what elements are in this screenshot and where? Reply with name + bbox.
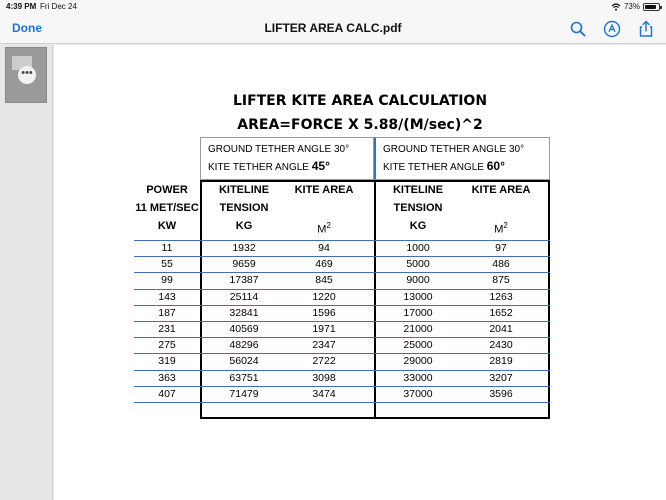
battery-icon <box>643 3 660 11</box>
angle-value-45: 45° <box>311 159 330 173</box>
angle-value-60: 60° <box>486 159 505 173</box>
header-power: POWER <box>146 184 188 196</box>
config-60-line2: KITE TETHER ANGLE 60° <box>383 159 505 173</box>
thumbnail-sidebar <box>0 45 53 500</box>
table-cell-kw: 407 <box>158 387 176 400</box>
table-cell-a60: 486 <box>492 258 510 271</box>
wifi-icon <box>611 3 621 11</box>
table-cell-t60: 29000 <box>403 355 433 368</box>
done-button[interactable]: Done <box>12 21 42 35</box>
table-cell-a60: 2041 <box>489 323 513 335</box>
header-kg-60: KG <box>409 220 427 232</box>
header-kg-45: KG <box>235 220 253 232</box>
table-cell-t45: 9659 <box>232 258 256 271</box>
table-cell-t60: 33000 <box>403 371 433 384</box>
table-cell-t45: 17387 <box>229 274 259 287</box>
table-cell-a45: 3098 <box>312 371 336 384</box>
table-cell-t45: 56024 <box>229 355 259 368</box>
table-cell-kw: 231 <box>158 323 176 335</box>
status-right <box>611 2 660 11</box>
share-icon[interactable] <box>636 19 656 39</box>
status-bar <box>0 0 666 14</box>
table-cell-a60: 2430 <box>489 339 513 352</box>
table-cell-t45: 1932 <box>232 242 256 254</box>
pdf-page <box>54 45 666 500</box>
page-thumbnail[interactable] <box>5 47 47 103</box>
search-icon[interactable] <box>568 19 588 39</box>
table-cell-a45: 2722 <box>312 355 336 368</box>
header-tension-60: TENSION <box>393 202 443 214</box>
header-m2-45: $M^2$ <box>317 221 331 236</box>
table-cell-t45: 40569 <box>229 323 259 335</box>
table-cell-a45: 3474 <box>312 387 336 400</box>
table-cell-t60: 5000 <box>406 258 430 271</box>
table-rule <box>134 402 550 403</box>
table-cell-t60: 21000 <box>403 323 433 335</box>
header-kiteline-45: KITELINE <box>218 184 270 196</box>
doc-heading-formula: AREA=FORCE X 5.88/(M/sec)^2 <box>237 117 483 133</box>
table-cell-t60: 9000 <box>406 274 430 287</box>
document-title: LIFTER AREA CALC.pdf <box>264 21 402 35</box>
table-cell-a60: 1652 <box>489 306 513 319</box>
header-m2-60: $M^2$ <box>494 221 508 236</box>
table-cell-t45: 63751 <box>229 371 259 384</box>
table-cell-kw: 11 <box>161 242 173 254</box>
table-cell-a60: 875 <box>492 274 510 287</box>
table-cell-t60: 17000 <box>403 306 433 319</box>
table-cell-a45: 1220 <box>312 290 336 303</box>
config-box-45 <box>200 137 374 180</box>
table-cell-kw: 275 <box>158 339 176 352</box>
table-cell-a60: 3207 <box>489 371 513 384</box>
markup-icon[interactable] <box>602 19 622 39</box>
status-time: 4:39 PM <box>6 2 37 11</box>
config-45-line2: KITE TETHER ANGLE 45° <box>208 159 330 173</box>
header-speed: 11 MET/SEC <box>135 202 199 214</box>
table-cell-a45: 2347 <box>312 339 336 352</box>
header-kw: KW <box>157 220 177 232</box>
table-cell-a60: 97 <box>495 242 507 254</box>
table-cell-kw: 99 <box>161 274 173 287</box>
nav-bar <box>0 14 666 44</box>
table-cell-a45: 1596 <box>312 306 336 319</box>
table-cell-kw: 319 <box>158 355 176 368</box>
battery-percent: 73% <box>623 2 640 11</box>
table-cell-a60: 1263 <box>489 290 513 303</box>
table-cell-t45: 48296 <box>229 339 259 352</box>
table-cell-t60: 1000 <box>406 242 430 254</box>
table-cell-a45: 845 <box>315 274 333 287</box>
table-cell-kw: 143 <box>158 290 176 303</box>
header-kitearea-45: KITE AREA <box>294 184 354 196</box>
table-cell-a60: 3596 <box>489 387 513 400</box>
header-kiteline-60: KITELINE <box>392 184 444 196</box>
table-cell-a60: 2819 <box>489 355 513 368</box>
table-cell-t60: 25000 <box>403 339 433 352</box>
table-cell-t45: 71479 <box>229 387 259 400</box>
table-cell-a45: 1971 <box>312 323 336 335</box>
header-tension-45: TENSION <box>219 202 269 214</box>
table-cell-t60: 37000 <box>403 387 433 400</box>
doc-heading-title: LIFTER KITE AREA CALCULATION <box>232 93 488 109</box>
header-kitearea-60: KITE AREA <box>471 184 531 196</box>
table-cell-a45: 94 <box>318 242 330 254</box>
status-date: Fri Dec 24 <box>40 2 77 11</box>
config-45-line1: GROUND TETHER ANGLE 30° <box>208 144 350 155</box>
config-box-60 <box>374 137 550 180</box>
table-cell-t45: 32841 <box>229 306 259 319</box>
table-cell-kw: 55 <box>161 258 173 271</box>
thumbnail-menu-icon[interactable]: ••• <box>18 66 36 84</box>
table-cell-kw: 187 <box>158 306 176 319</box>
table-cell-t45: 25114 <box>229 290 259 303</box>
config-60-line1: GROUND TETHER ANGLE 30° <box>383 144 525 155</box>
table-cell-kw: 363 <box>158 371 176 384</box>
table-cell-a45: 469 <box>315 258 333 271</box>
table-cell-t60: 13000 <box>403 290 433 303</box>
